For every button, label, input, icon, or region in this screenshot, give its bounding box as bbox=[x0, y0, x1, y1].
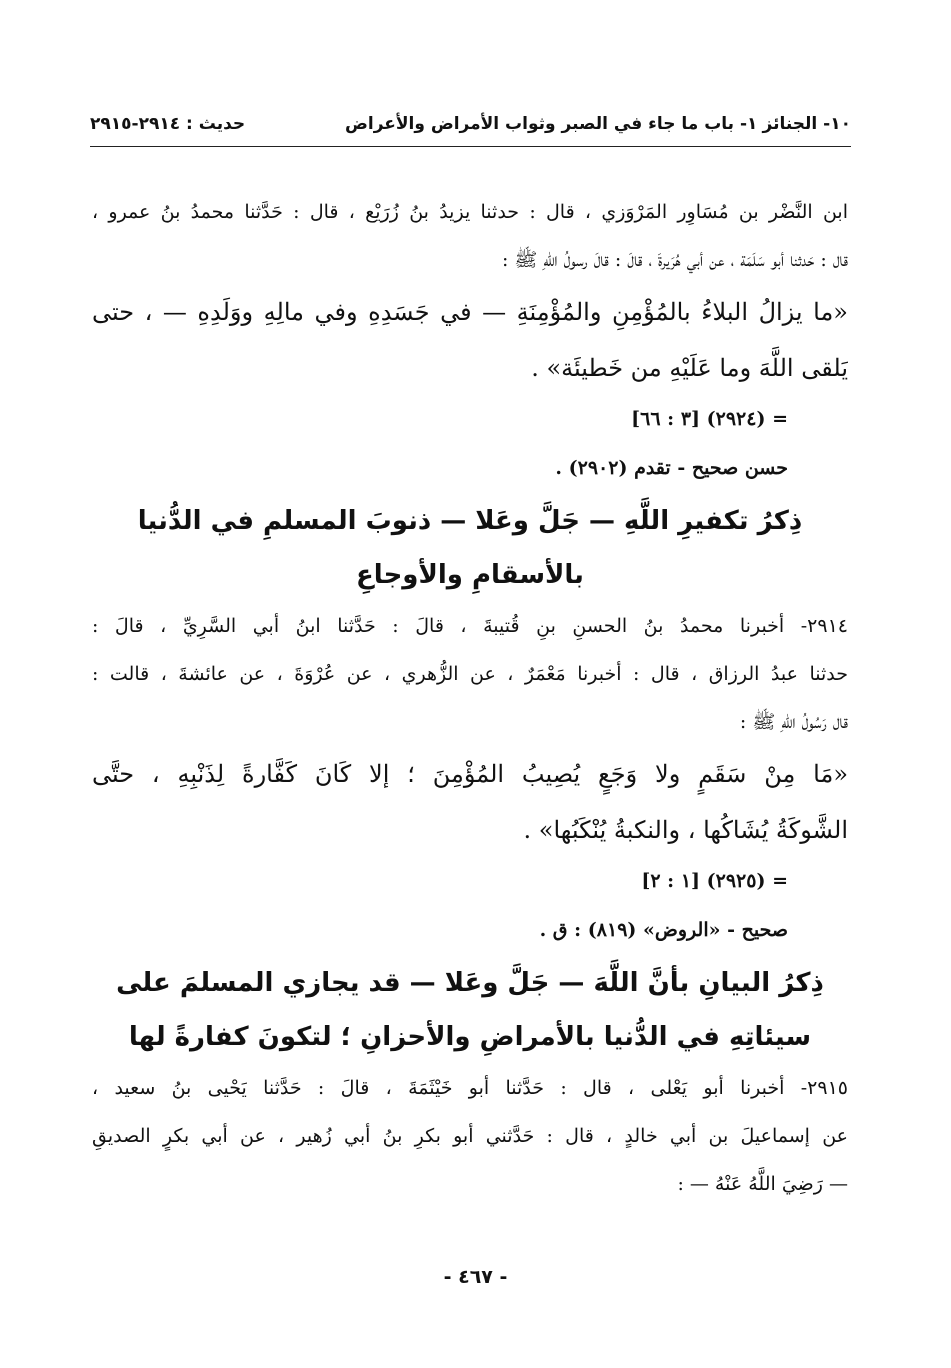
header-divider bbox=[90, 146, 851, 147]
isnad-line: حدثنا عبدُ الرزاق ، قال : أخبرنا مَعْمَرٌ ، عن الزُّهري ، عن عُرْوَةَ ، عن عائشةَ ، قالت : bbox=[92, 663, 848, 685]
isnad-line: ابن النَّضْر بن مُسَاوِر المَرْوَزي ، قال : حدثنا يزيدُ بنُ زُرَيْع ، قال : حَدَّثنا محمدُ بنُ عمرو ، bbox=[92, 201, 848, 223]
isnad-line: — رَضِيَ اللَّهُ عَنْهُ — : bbox=[677, 1173, 848, 1195]
running-header bbox=[90, 114, 851, 142]
page-number: - ٤٦٧ - bbox=[443, 1266, 508, 1288]
hadith-text-line: الشَّوكَةُ يُشَاكُها ، والنكبةُ يُنْكَبُها» . bbox=[523, 816, 848, 844]
hadith-reference: = (٢٩٢٤) [٣ : ٦٦] bbox=[631, 408, 788, 430]
isnad-line: قال : حَدثنا أبو سَلَمَة ، عن أبي هُرَيرةَ ، قالَ : قالَ رسولُ اللّهِ ﷺ : bbox=[501, 249, 848, 271]
isnad-line: عن إسماعيلَ بن أبي خالدٍ ، قال : حَدَّثني أبو بكرِ بنُ أبي زُهير ، عن أبي بكرٍ الصديقِ bbox=[92, 1125, 848, 1147]
isnad-line: ٢٩١٤- أخبرنا محمدُ بنُ الحسنِ بنِ قُتيبةَ ، قالَ : حَدَّثنا ابنُ أبي السَّرِيِّ ، قالَ : bbox=[92, 615, 848, 637]
chapter-heading: ذِكرُ تكفيرِ اللَّهِ — جَلَّ وعَلا — ذنوبَ المسلمِ في الدُّنيا bbox=[137, 506, 803, 536]
chapter-heading: ذِكرُ البيانِ بأنَّ اللَّهَ — جَلَّ وعَلا — قد يجازي المسلمَ على bbox=[116, 968, 824, 998]
hadith-grade: صحيح - «الروض» (٨١٩) : ق . bbox=[539, 919, 788, 941]
page-body bbox=[92, 188, 848, 1208]
chapter-title: ١٠- الجنائز bbox=[762, 114, 851, 134]
hadith-grade: حسن صحيح - تقدم (٢٩٠٢) . bbox=[555, 457, 788, 479]
chapter-heading: سيئاتِهِ في الدُّنيا بالأمراضِ والأحزانِ ؛ لتكونَ كفارةً لها bbox=[128, 1022, 812, 1052]
hadith-text-line: «مَا مِنْ سَقَمٍ ولا وَجَعٍ يُصِيبُ المُؤْمِنَ ؛ إلا كَانَ كَفَّارةً لِذَنْبِهِ ، حتَّى bbox=[92, 760, 848, 788]
hadith-text-line: «ما يزالُ البلاءُ بالمُؤْمِنِ والمُؤْمِنَةِ — في جَسَدِهِ وفي مالِهِ ووَلَدِهِ — ، حتى bbox=[92, 298, 848, 326]
hadith-text-line: يَلقى اللَّهَ وما عَلَيْهِ من خَطيئَة» . bbox=[531, 354, 848, 382]
isnad-line: ٢٩١٥- أخبرنا أبو يَعْلى ، قال : حَدَّثنا أبو خَيْثَمَةَ ، قالَ : حَدَّثنا يَحْيى بنُ سعيد ، bbox=[92, 1077, 848, 1099]
hadith-reference: = (٢٩٢٥) [١ : ٢] bbox=[641, 870, 788, 892]
isnad-line: قال رَسُولُ اللّهِ ﷺ : bbox=[739, 711, 848, 733]
hadith-range: حديث : ٢٩١٤-٢٩١٥ bbox=[90, 114, 246, 134]
section-title: ١- باب ما جاء في الصبر وثواب الأمراض والأعراض bbox=[345, 114, 758, 134]
chapter-heading: بالأسقامِ والأوجاعِ bbox=[356, 560, 584, 590]
